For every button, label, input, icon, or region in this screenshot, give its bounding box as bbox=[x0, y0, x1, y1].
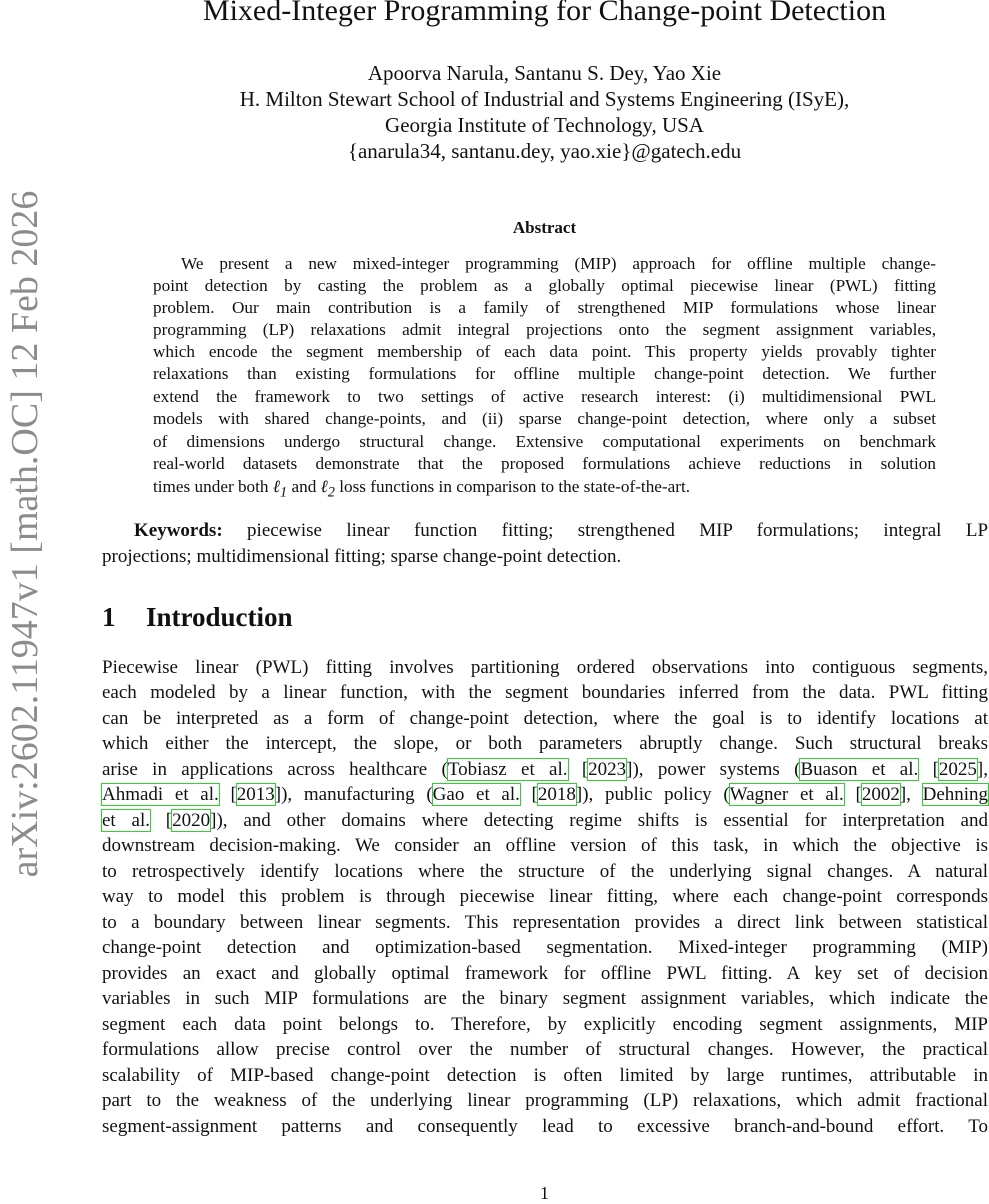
arxiv-identifier-stamp: arXiv:2602.11947v1 [math.OC] 12 Feb 2026 bbox=[4, 190, 46, 878]
body-line: which either the intercept, the slope, or both parameters abruptly change. Such structural breaks bbox=[102, 733, 988, 754]
body-line: to a boundary between linear segments. This representation provides a direct link between statistical bbox=[102, 912, 988, 933]
citation-link-dehning[interactable]: Dehning bbox=[922, 784, 989, 805]
keywords-label: Keywords: bbox=[134, 520, 223, 541]
body-line: scalability of MIP-based change-point detection is often limited by large runtimes, attributable in bbox=[102, 1065, 988, 1086]
section-title: Introduction bbox=[146, 602, 293, 632]
body-line: arise in applications across healthcare (Tobiasz et al. [2023]), power systems (Buason et al. [2025], bbox=[102, 759, 988, 780]
body-line: to retrospectively identify locations where the structure of the underlying signal changes. A natural bbox=[102, 861, 988, 882]
body-line: et al. [2020]), and other domains where detecting regime shifts is essential for interpretation and bbox=[102, 810, 988, 831]
citation-link-gao[interactable]: Gao et al. bbox=[432, 784, 520, 805]
citation-year-link[interactable]: 2018 bbox=[537, 784, 576, 805]
section-heading bbox=[102, 602, 293, 633]
abstract-line: real-world datasets demonstrate that the proposed formulations achieve reductions in solution bbox=[153, 454, 936, 473]
affiliation-line-2: Georgia Institute of Technology, USA bbox=[385, 113, 704, 137]
citation-year-link[interactable]: 2020 bbox=[172, 810, 211, 831]
ell-1-symbol: ℓ$_1$ bbox=[272, 477, 288, 501]
keywords-line-1: Keywords: piecewise linear function fitting; strengthened MIP formulations; integral LP bbox=[134, 520, 989, 541]
body-line: each modeled by a linear function, with the segment boundaries inferred from the data. PWL fitting bbox=[102, 682, 988, 703]
body-line: part to the weakness of the underlying linear programming (LP) relaxations, which admit fractional bbox=[102, 1090, 988, 1111]
author-list: Apoorva Narula, Santanu S. Dey, Yao Xie bbox=[367, 61, 722, 85]
body-line: change-point detection and optimization-based segmentation. Mixed-integer programming (MIP) bbox=[102, 937, 988, 958]
citation-link-buason[interactable]: Buason et al. bbox=[800, 759, 919, 780]
body-line: segment each data point belongs to. Therefore, by explicitly encoding segment assignments, MIP bbox=[102, 1014, 988, 1035]
keywords-line-2: projections; multidimensional fitting; sparse change-point detection. bbox=[102, 546, 622, 567]
author-emails: {anarula34, santanu.dey, yao.xie}@gatech.edu bbox=[347, 139, 742, 163]
citation-year-link[interactable]: 2023 bbox=[588, 759, 627, 780]
body-line: downstream decision-making. We consider an offline version of this task, in which the objective is bbox=[102, 835, 988, 856]
body-line: formulations allow precise control over the number of structural changes. However, the practical bbox=[102, 1039, 988, 1060]
citation-link-ahmadi[interactable]: Ahmadi et al. bbox=[102, 784, 219, 805]
body-line: variables in such MIP formulations are the binary segment assignment variables, which indicate the bbox=[102, 988, 988, 1009]
citation-link-dehning-cont[interactable]: et al. bbox=[102, 810, 150, 831]
abstract-line: which encode the segment membership of each data point. This property yields provably tighter bbox=[153, 342, 936, 361]
abstract-line: models with shared change-points, and (ii) sparse change-point detection, where only a subset bbox=[153, 409, 936, 428]
abstract-line: point detection by casting the problem as a globally optimal piecewise linear (PWL) fitting bbox=[153, 276, 936, 295]
citation-year-link[interactable]: 2025 bbox=[938, 759, 977, 780]
body-line: Ahmadi et al. [2013]), manufacturing (Gao et al. [2018]), public policy (Wagner et al. [2002], Dehning bbox=[102, 784, 989, 805]
abstract-last-line: times under both ℓ$_1$ and ℓ$_2$ loss functions in comparison to the state-of-the-art. bbox=[153, 477, 691, 501]
body-line: provides an exact and globally optimal framework for offline PWL fitting. A key set of decision bbox=[102, 963, 988, 984]
paper-title: Mixed-Integer Programming for Change-point Detection bbox=[202, 0, 887, 27]
citation-year-link[interactable]: 2013 bbox=[236, 784, 275, 805]
abstract-heading: Abstract bbox=[512, 218, 577, 237]
body-line: Piecewise linear (PWL) fitting involves partitioning ordered observations into contiguous segments, bbox=[102, 657, 988, 678]
abstract-line: of dimensions undergo structural change. Extensive computational experiments on benchmark bbox=[153, 432, 936, 451]
affiliation-line-1: H. Milton Stewart School of Industrial and Systems Engineering (ISyE), bbox=[239, 87, 850, 111]
section-number: 1 bbox=[102, 602, 116, 632]
body-line: segment-assignment patterns and consequently lead to excessive branch-and-bound effort. To bbox=[102, 1116, 988, 1137]
abstract-line: extend the framework to two settings of active research interest: (i) multidimensional PWL bbox=[153, 387, 936, 406]
page-number: 1 bbox=[540, 1183, 549, 1203]
abstract-line: problem. Our main contribution is a family of strengthened MIP formulations whose linear bbox=[153, 298, 936, 317]
citation-link-tobiasz[interactable]: Tobiasz et al. bbox=[447, 759, 568, 780]
citation-link-wagner[interactable]: Wagner et al. bbox=[729, 784, 844, 805]
abstract-line: relaxations than existing formulations for offline multiple change-point detection. We further bbox=[153, 364, 936, 383]
abstract-line: We present a new mixed-integer programming (MIP) approach for offline multiple change- bbox=[181, 254, 936, 273]
abstract-line: programming (LP) relaxations admit integral projections onto the segment assignment variables, bbox=[153, 320, 936, 339]
body-line: way to model this problem is through piecewise linear fitting, where each change-point corresponds bbox=[102, 886, 988, 907]
citation-year-link[interactable]: 2002 bbox=[861, 784, 900, 805]
ell-2-symbol: ℓ$_2$ bbox=[320, 477, 335, 501]
body-line: can be interpreted as a form of change-point detection, where the goal is to identify locations at bbox=[102, 708, 988, 729]
